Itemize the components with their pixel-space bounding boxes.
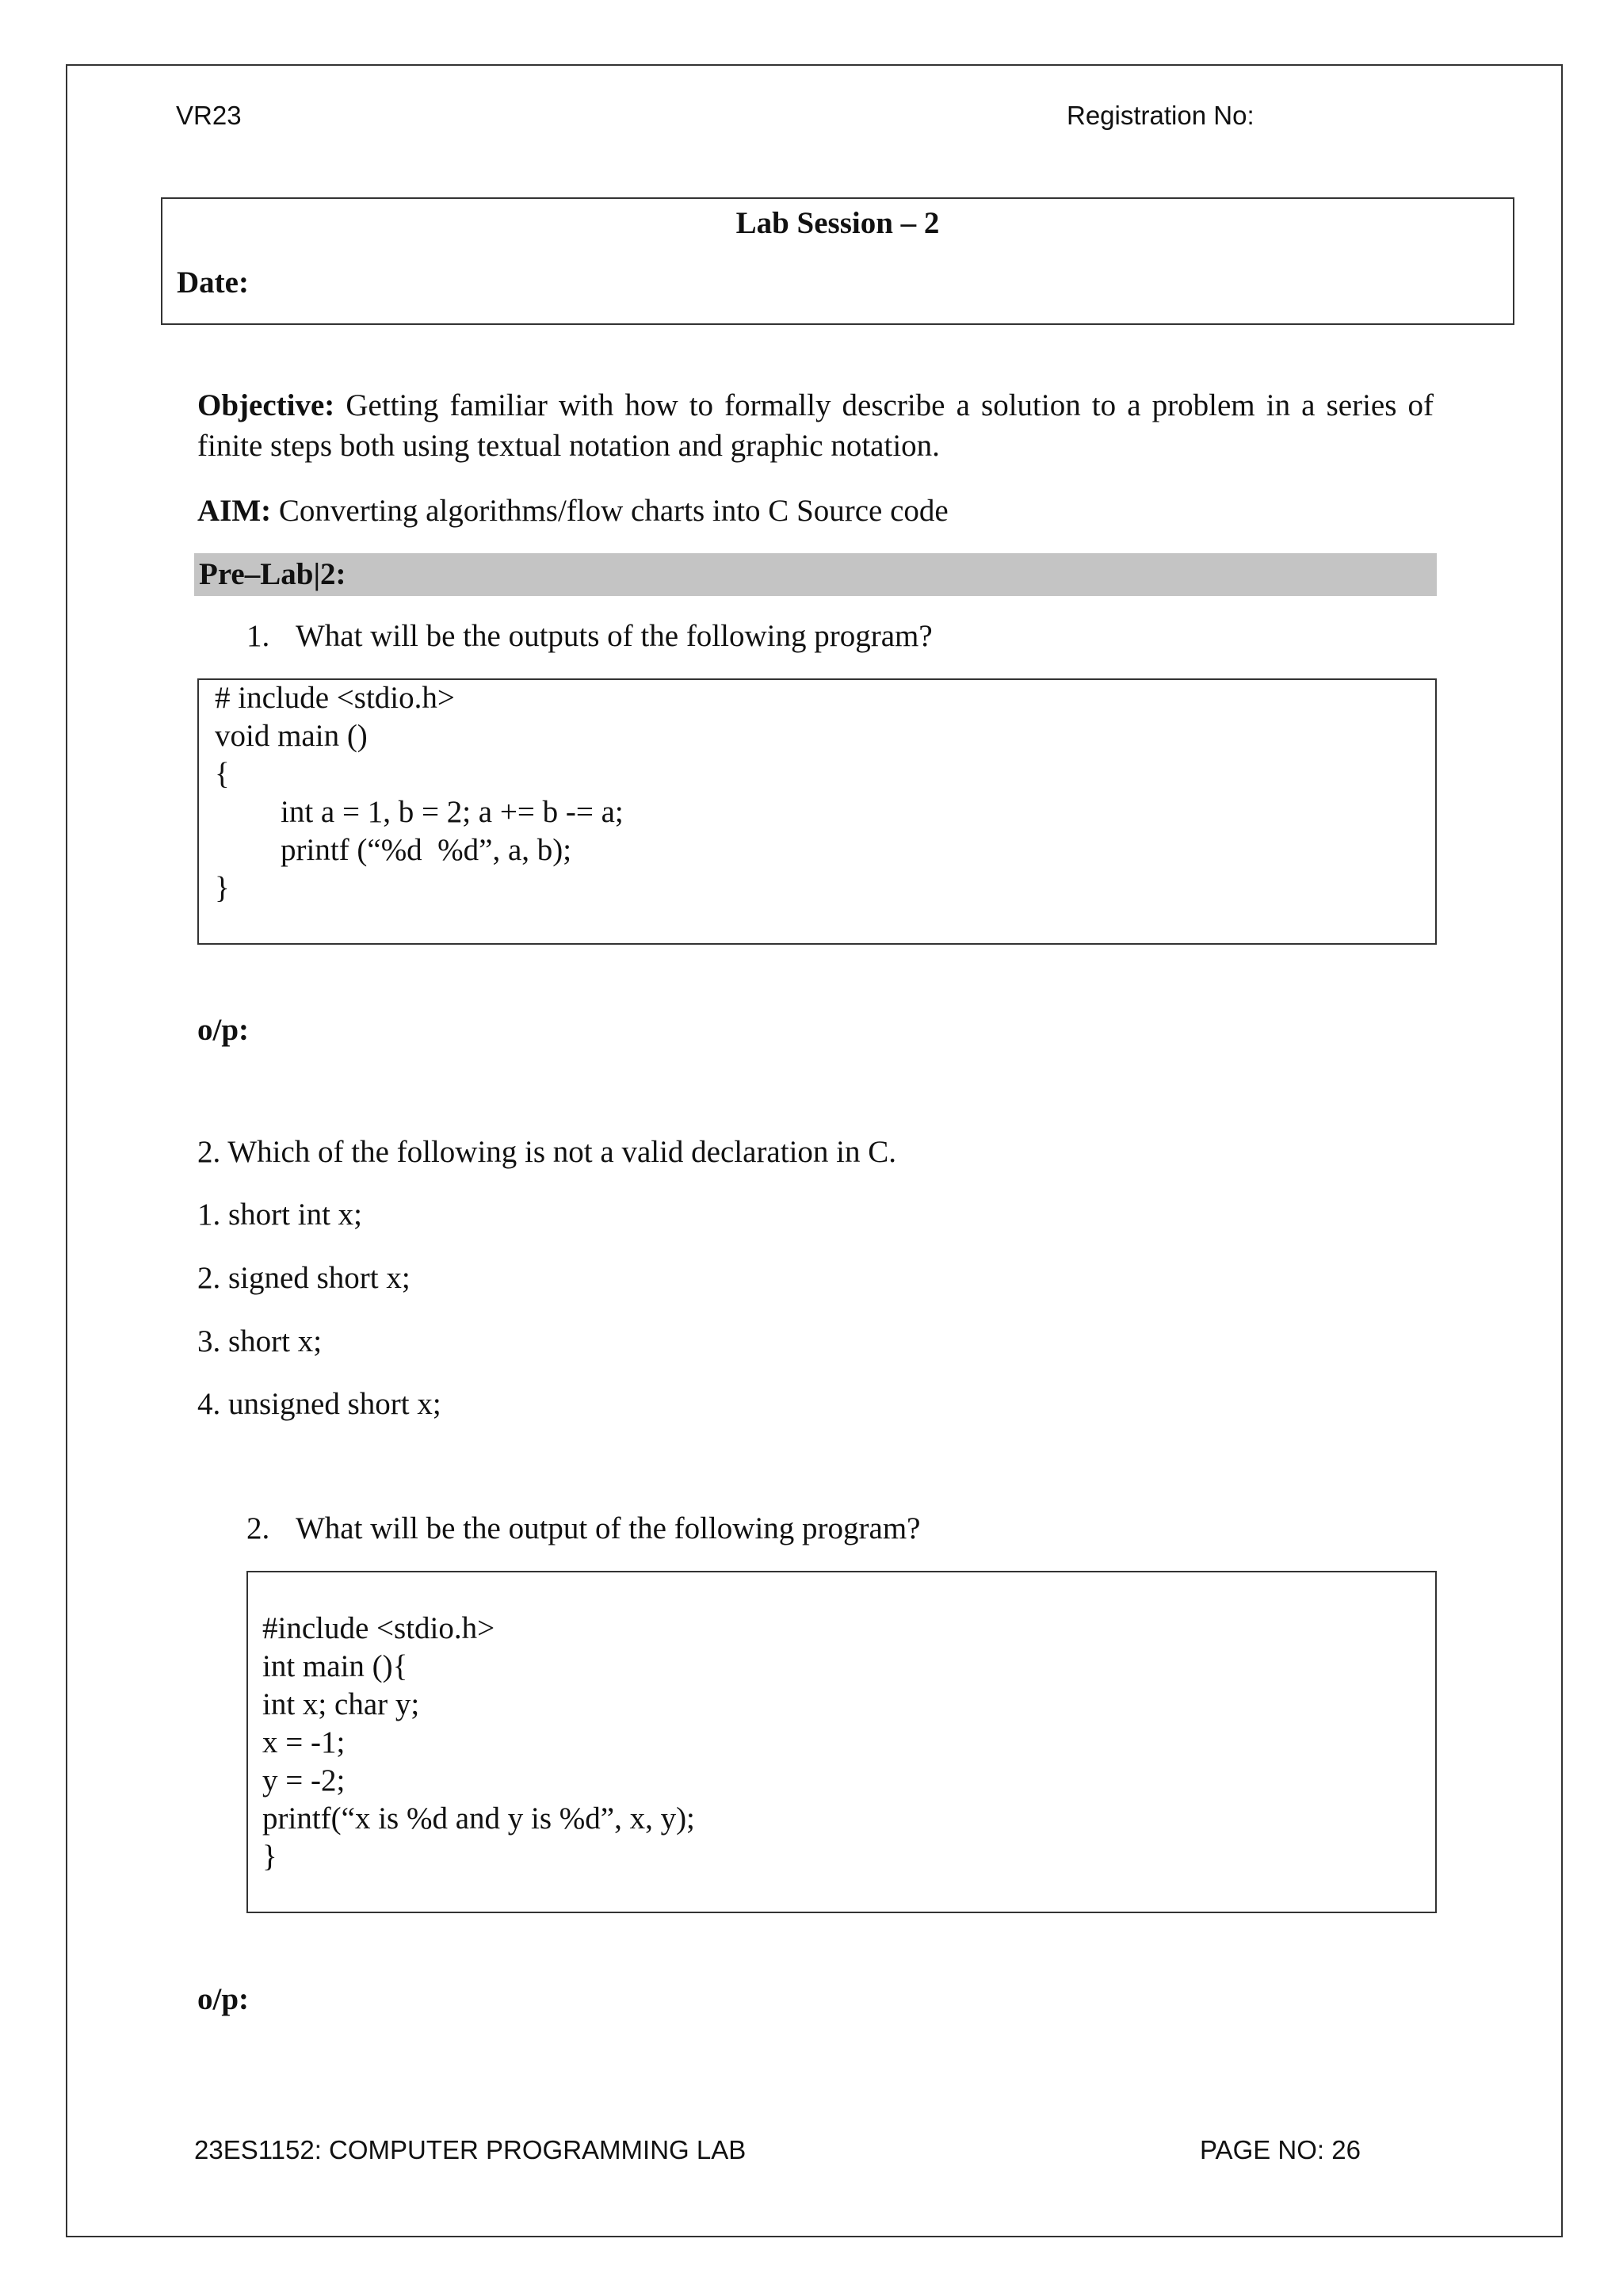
q1-code-line: # include <stdio.h> [215,681,455,715]
q3-text: What will be the output of the following program? [296,1511,921,1545]
q3-number: 2. [246,1511,270,1545]
q3-code-line: y = -2; [262,1763,346,1797]
q1-code-box [197,678,1437,945]
header-registration-label: Registration No: [1067,101,1254,130]
q3-code-line: printf(“x is %d and y is %d”, x, y); [262,1801,695,1836]
prelab-heading-bar [194,553,1437,596]
title-box [161,197,1514,325]
objective-label: Objective: [197,388,335,422]
prelab-heading: Pre–Lab|2: [199,557,346,591]
q3-code-line: #include <stdio.h> [262,1611,495,1645]
footer-page-number: PAGE NO: 26 [1200,2135,1361,2164]
q1-code-line: { [215,757,230,791]
footer-course: 23ES1152: COMPUTER PROGRAMMING LAB [194,2135,747,2164]
date-label: Date: [177,266,249,300]
q2-option: 4. unsigned short x; [197,1387,441,1421]
q3-code-line: x = -1; [262,1725,346,1759]
q1-code-line: } [215,871,230,905]
aim-text: Converting algorithms/flow charts into C Source code [271,494,949,528]
objective-paragraph [197,385,1434,466]
q2-text: 2. Which of the following is not a valid declaration in C. [197,1135,897,1169]
q1-code-line: printf (“%d %d”, a, b); [281,833,572,867]
q2-option: 1. short int x; [197,1198,363,1232]
q3-output-label: o/p: [197,1982,250,2016]
q1-text: What will be the outputs of the following program? [296,619,933,653]
q3-code-line: int x; char y; [262,1687,420,1721]
q2-option: 2. signed short x; [197,1261,411,1295]
q1-code-line: void main () [215,719,368,753]
q1-code-line: int a = 1, b = 2; a += b -= a; [281,795,624,829]
lab-session-title: Lab Session – 2 [735,206,940,240]
aim-label: AIM: [197,494,272,528]
aim-line [197,493,949,529]
q3-code-line: int main (){ [262,1649,408,1683]
objective-text: Getting familiar with how to formally describe a solution to a problem in a series of finite steps both using textual notation and graphic notation. [197,388,1434,463]
q3-code-box [246,1571,1437,1913]
q1-output-label: o/p: [197,1013,250,1047]
q1-number: 1. [246,619,270,653]
header-version: VR23 [176,101,242,130]
q3-code-line: } [262,1839,277,1874]
q2-option: 3. short x; [197,1324,323,1358]
